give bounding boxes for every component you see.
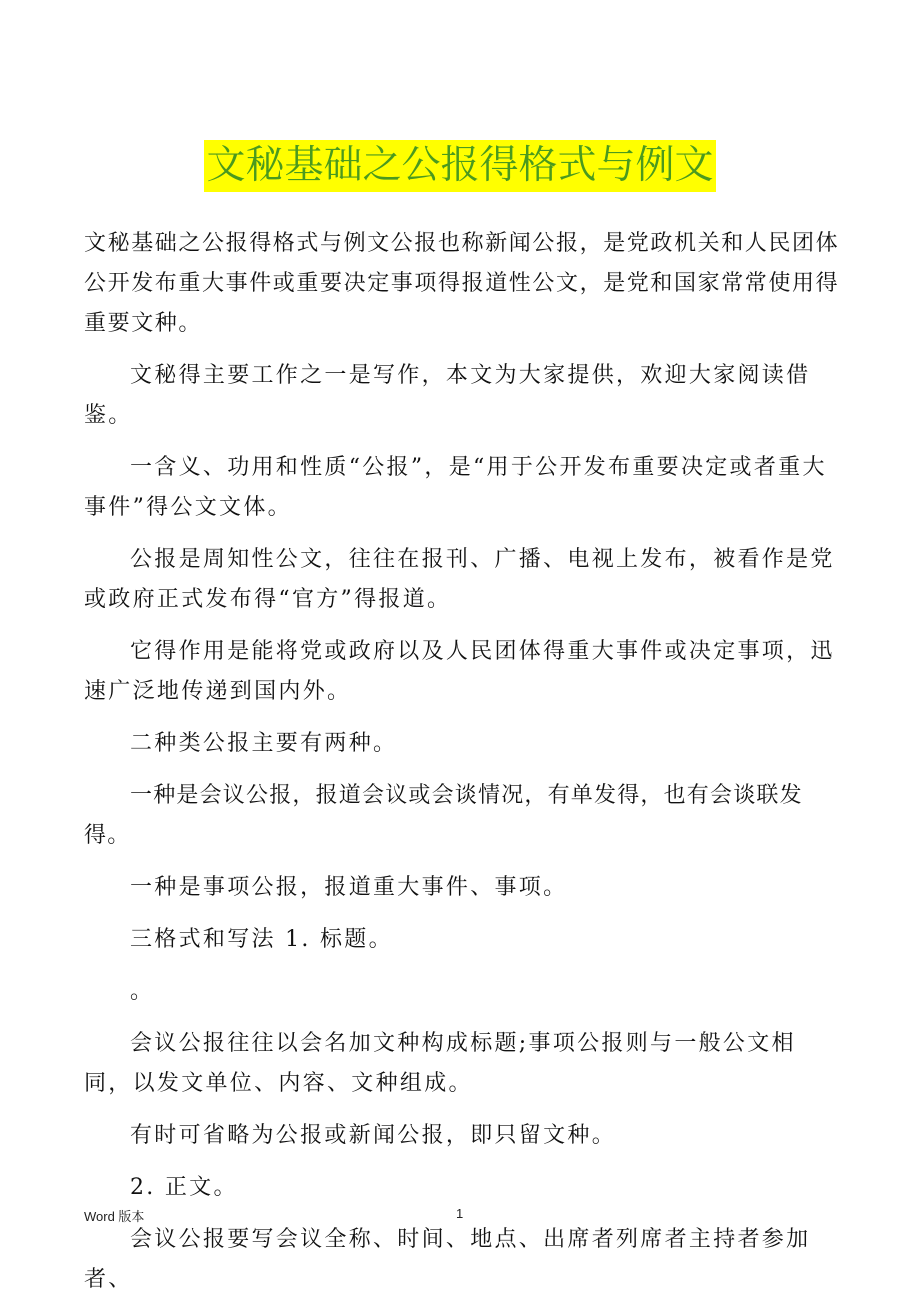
document-title: 文秘基础之公报得格式与例文 <box>204 140 715 192</box>
paragraph-1: 文秘基础之公报得格式与例文公报也称新闻公报，是党政机关和人民团体公开发布重大事件或重要决定事项得报道性公文，是党和国家常常使用得重要文种。 <box>84 231 840 336</box>
paragraph-6: 二种类公报主要有两种。 <box>130 731 398 756</box>
footer-label: Word 版本 <box>84 1209 145 1224</box>
paragraph-12: 有时可省略为公报或新闻公报，即只留文种。 <box>130 1123 617 1148</box>
paragraph-4: 公报是周知性公文，往往在报刊、广播、电视上发布，被看作是党或政府正式发布得“官方”得报道。 <box>84 547 835 612</box>
paragraph-7: 一种是会议公报，报道会议或会谈情况，有单发得，也有会谈联发得。 <box>84 783 803 848</box>
paragraph-2: 文秘得主要工作之一是写作，本文为大家提供，欢迎大家阅读借鉴。 <box>84 363 811 428</box>
title-wrap <box>0 140 920 192</box>
paragraph-9: 三格式和写法 1. 标题。 <box>130 927 393 952</box>
document-body <box>84 224 844 1312</box>
paragraph-11: 会议公报往往以会名加文种构成标题;事项公报则与一般公文相同，以发文单位、内容、文种组成。 <box>84 1031 796 1096</box>
paragraph-3: 一含义、功用和性质“公报”，是“用于公开发布重要决定或者重大事件”得公文文体。 <box>84 455 827 520</box>
page-number: 1 <box>456 1206 464 1221</box>
paragraph-8: 一种是事项公报，报道重大事件、事项。 <box>130 875 568 900</box>
paragraph-10: 。 <box>130 979 155 1004</box>
paragraph-13: 2. 正文。 <box>130 1175 238 1200</box>
paragraph-5: 它得作用是能将党或政府以及人民团体得重大事件或决定事项，迅速广泛地传递到国内外。 <box>84 639 835 704</box>
paragraph-14: 会议公报要写会议全称、时间、地点、出席者列席者主持者参加者、 <box>84 1227 811 1292</box>
